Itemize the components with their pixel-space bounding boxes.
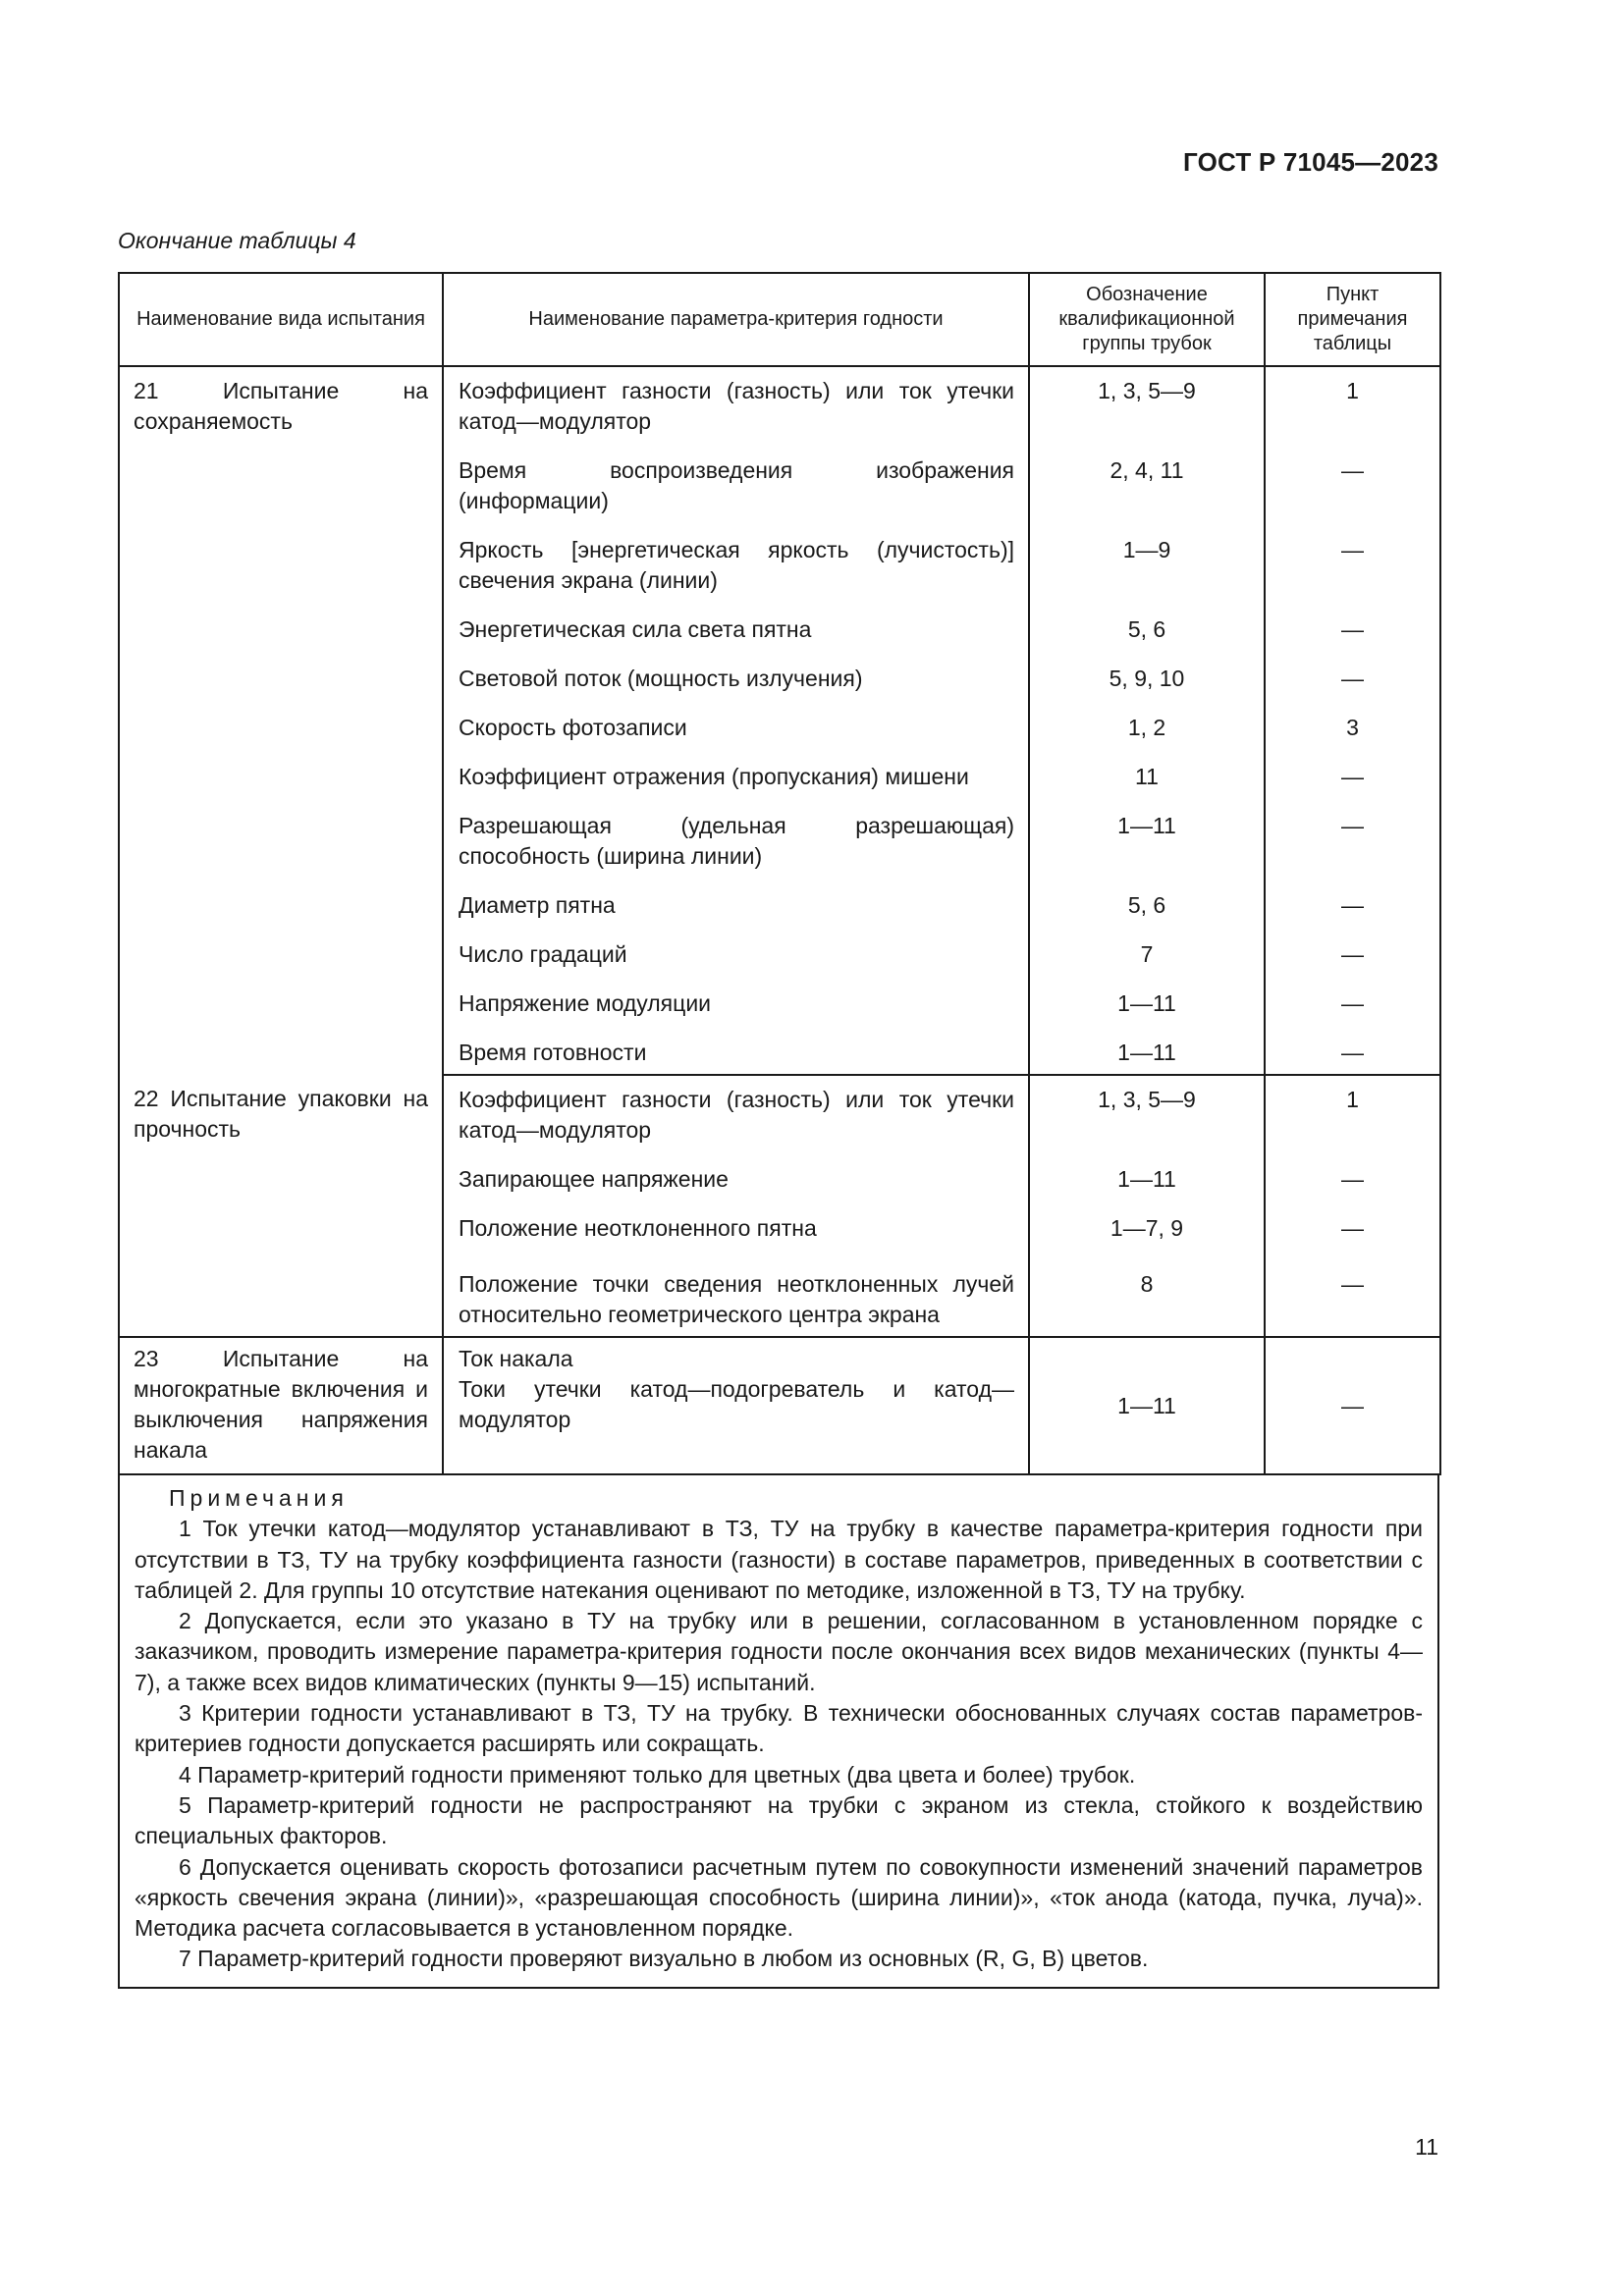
group-cell: 2, 4, 11	[1029, 447, 1265, 526]
parameter-cell: Световой поток (мощность излучения)	[443, 655, 1029, 704]
note-item: 6 Допускается оценивать скорость фотозаписи расчетным путем по совокупности изменений значений параметров «яркость свечения экрана (линии)», «разрешающая способность (ширина линии)», «ток анода (катода, пучка, луча)». Методика расчета согласовывается в установленном порядке.	[135, 1853, 1423, 1942]
column-header-parameter: Наименование параметра-критерия годности	[443, 273, 1029, 366]
group-cell: 1, 2	[1029, 704, 1265, 753]
group-cell: 1—11	[1029, 980, 1265, 1029]
group-cell: 1—11	[1029, 1337, 1265, 1474]
note-ref-cell: —	[1265, 655, 1440, 704]
test-name-cell: 22 Испытание упаковки на прочность	[119, 1075, 443, 1337]
group-cell: 1—11	[1029, 802, 1265, 881]
standard-code: ГОСТ Р 71045—2023	[1183, 147, 1438, 177]
note-item: 3 Критерии годности устанавливают в ТЗ, ТУ на трубку. В технически обоснованных случаях состав параметров-критериев годности допускается расширять или сокращать.	[135, 1700, 1423, 1757]
table-row	[119, 366, 1440, 447]
note-ref-cell: —	[1265, 1254, 1440, 1337]
group-cell: 1—11	[1029, 1155, 1265, 1204]
group-cell: 8	[1029, 1254, 1265, 1337]
note-item: 7 Параметр-критерий годности проверяют визуально в любом из основных (R, G, B) цветов.	[179, 1946, 1149, 1972]
group-cell: 5, 9, 10	[1029, 655, 1265, 704]
note-item: 1 Ток утечки катод—модулятор устанавливают в ТЗ, ТУ на трубку в качестве параметра-критерия годности при отсутствии в ТЗ, ТУ на трубку коэффициента газности (газности) в составе параметров, приведенных в соответствии с таблицей 2. Для группы 10 отсутствие натекания оценивают по методике, изложенной в ТЗ, ТУ на трубку.	[135, 1516, 1423, 1603]
table-row	[119, 1337, 1440, 1474]
parameter-cell	[443, 1337, 1029, 1474]
group-cell: 1—7, 9	[1029, 1204, 1265, 1254]
note-ref-cell: —	[1265, 1029, 1440, 1075]
table-header-row	[119, 273, 1440, 366]
group-cell: 11	[1029, 753, 1265, 802]
note-ref-cell: —	[1265, 931, 1440, 980]
note-ref-cell: —	[1265, 753, 1440, 802]
group-cell: 1, 3, 5—9	[1029, 366, 1265, 447]
note-ref-cell: 3	[1265, 704, 1440, 753]
parameter-cell: Время готовности	[443, 1029, 1029, 1075]
parameter-cell: Напряжение модуляции	[443, 980, 1029, 1029]
parameter-line: Токи утечки катод—подогреватель и катод—модулятор	[459, 1376, 1014, 1432]
parameter-cell: Коэффициент газности (газность) или ток утечки катод—модулятор	[443, 366, 1029, 447]
parameter-cell: Коэффициент газности (газность) или ток утечки катод—модулятор	[443, 1075, 1029, 1155]
parameter-cell: Положение неотклоненного пятна	[443, 1204, 1029, 1254]
note-item: 2 Допускается, если это указано в ТУ на трубку или в решении, согласованном в установленном порядке с заказчиком, проводить измерение параметра-критерия годности после окончания всех видов механических (пункты 4—7), а также всех видов климатических (пункты 9—15) испытаний.	[135, 1608, 1423, 1695]
note-item: 4 Параметр-критерий годности применяют только для цветных (два цвета и более) трубок.	[179, 1761, 1136, 1788]
group-cell: 1, 3, 5—9	[1029, 1075, 1265, 1155]
note-ref-cell: 1	[1265, 366, 1440, 447]
note-ref-cell: —	[1265, 802, 1440, 881]
group-cell: 5, 6	[1029, 606, 1265, 655]
test-name-cell: 23 Испытание на многократные включения и выключения напряжения накала	[119, 1337, 443, 1474]
parameter-cell: Скорость фотозаписи	[443, 704, 1029, 753]
group-cell: 7	[1029, 931, 1265, 980]
table-caption: Окончание таблицы 4	[118, 228, 356, 253]
parameter-cell: Запирающее напряжение	[443, 1155, 1029, 1204]
note-ref-cell: —	[1265, 606, 1440, 655]
note-ref-cell: —	[1265, 447, 1440, 526]
notes-title: Примечания	[169, 1485, 349, 1511]
group-cell: 1—11	[1029, 1029, 1265, 1075]
note-ref-cell: 1	[1265, 1075, 1440, 1155]
parameter-cell: Диаметр пятна	[443, 881, 1029, 931]
note-ref-cell: —	[1265, 1155, 1440, 1204]
table-row	[119, 1075, 1440, 1155]
note-ref-cell: —	[1265, 526, 1440, 606]
note-item: 5 Параметр-критерий годности не распространяют на трубки с экраном из стекла, стойкого к воздействию специальных факторов.	[135, 1791, 1423, 1849]
parameter-cell: Яркость [энергетическая яркость (лучистость)] свечения экрана (линии)	[443, 526, 1029, 606]
note-ref-cell: —	[1265, 980, 1440, 1029]
column-header-test-name: Наименование вида испытания	[119, 273, 443, 366]
parameter-cell: Разрешающая (удельная разрешающая) способность (ширина линии)	[443, 802, 1029, 881]
table-notes	[118, 1475, 1439, 1989]
test-name-cell: 21 Испытание на сохраняемость	[119, 366, 443, 1075]
column-header-note: Пункт примечания таблицы	[1265, 273, 1440, 366]
parameter-cell: Коэффициент отражения (пропускания) мишени	[443, 753, 1029, 802]
note-ref-cell: —	[1265, 1337, 1440, 1474]
parameter-cell: Энергетическая сила света пятна	[443, 606, 1029, 655]
note-ref-cell: —	[1265, 881, 1440, 931]
group-cell: 5, 6	[1029, 881, 1265, 931]
parameter-line: Ток накала	[459, 1346, 573, 1371]
parameter-cell: Время воспроизведения изображения (информации)	[443, 447, 1029, 526]
parameter-cell: Число градаций	[443, 931, 1029, 980]
parameter-cell: Положение точки сведения неотклоненных лучей относительно геометрического центра экрана	[443, 1254, 1029, 1337]
test-criteria-table	[118, 272, 1441, 1475]
column-header-group: Обозначение квалификационной группы трубок	[1029, 273, 1265, 366]
group-cell: 1—9	[1029, 526, 1265, 606]
page-number: 11	[1415, 2134, 1438, 2160]
note-ref-cell: —	[1265, 1204, 1440, 1254]
